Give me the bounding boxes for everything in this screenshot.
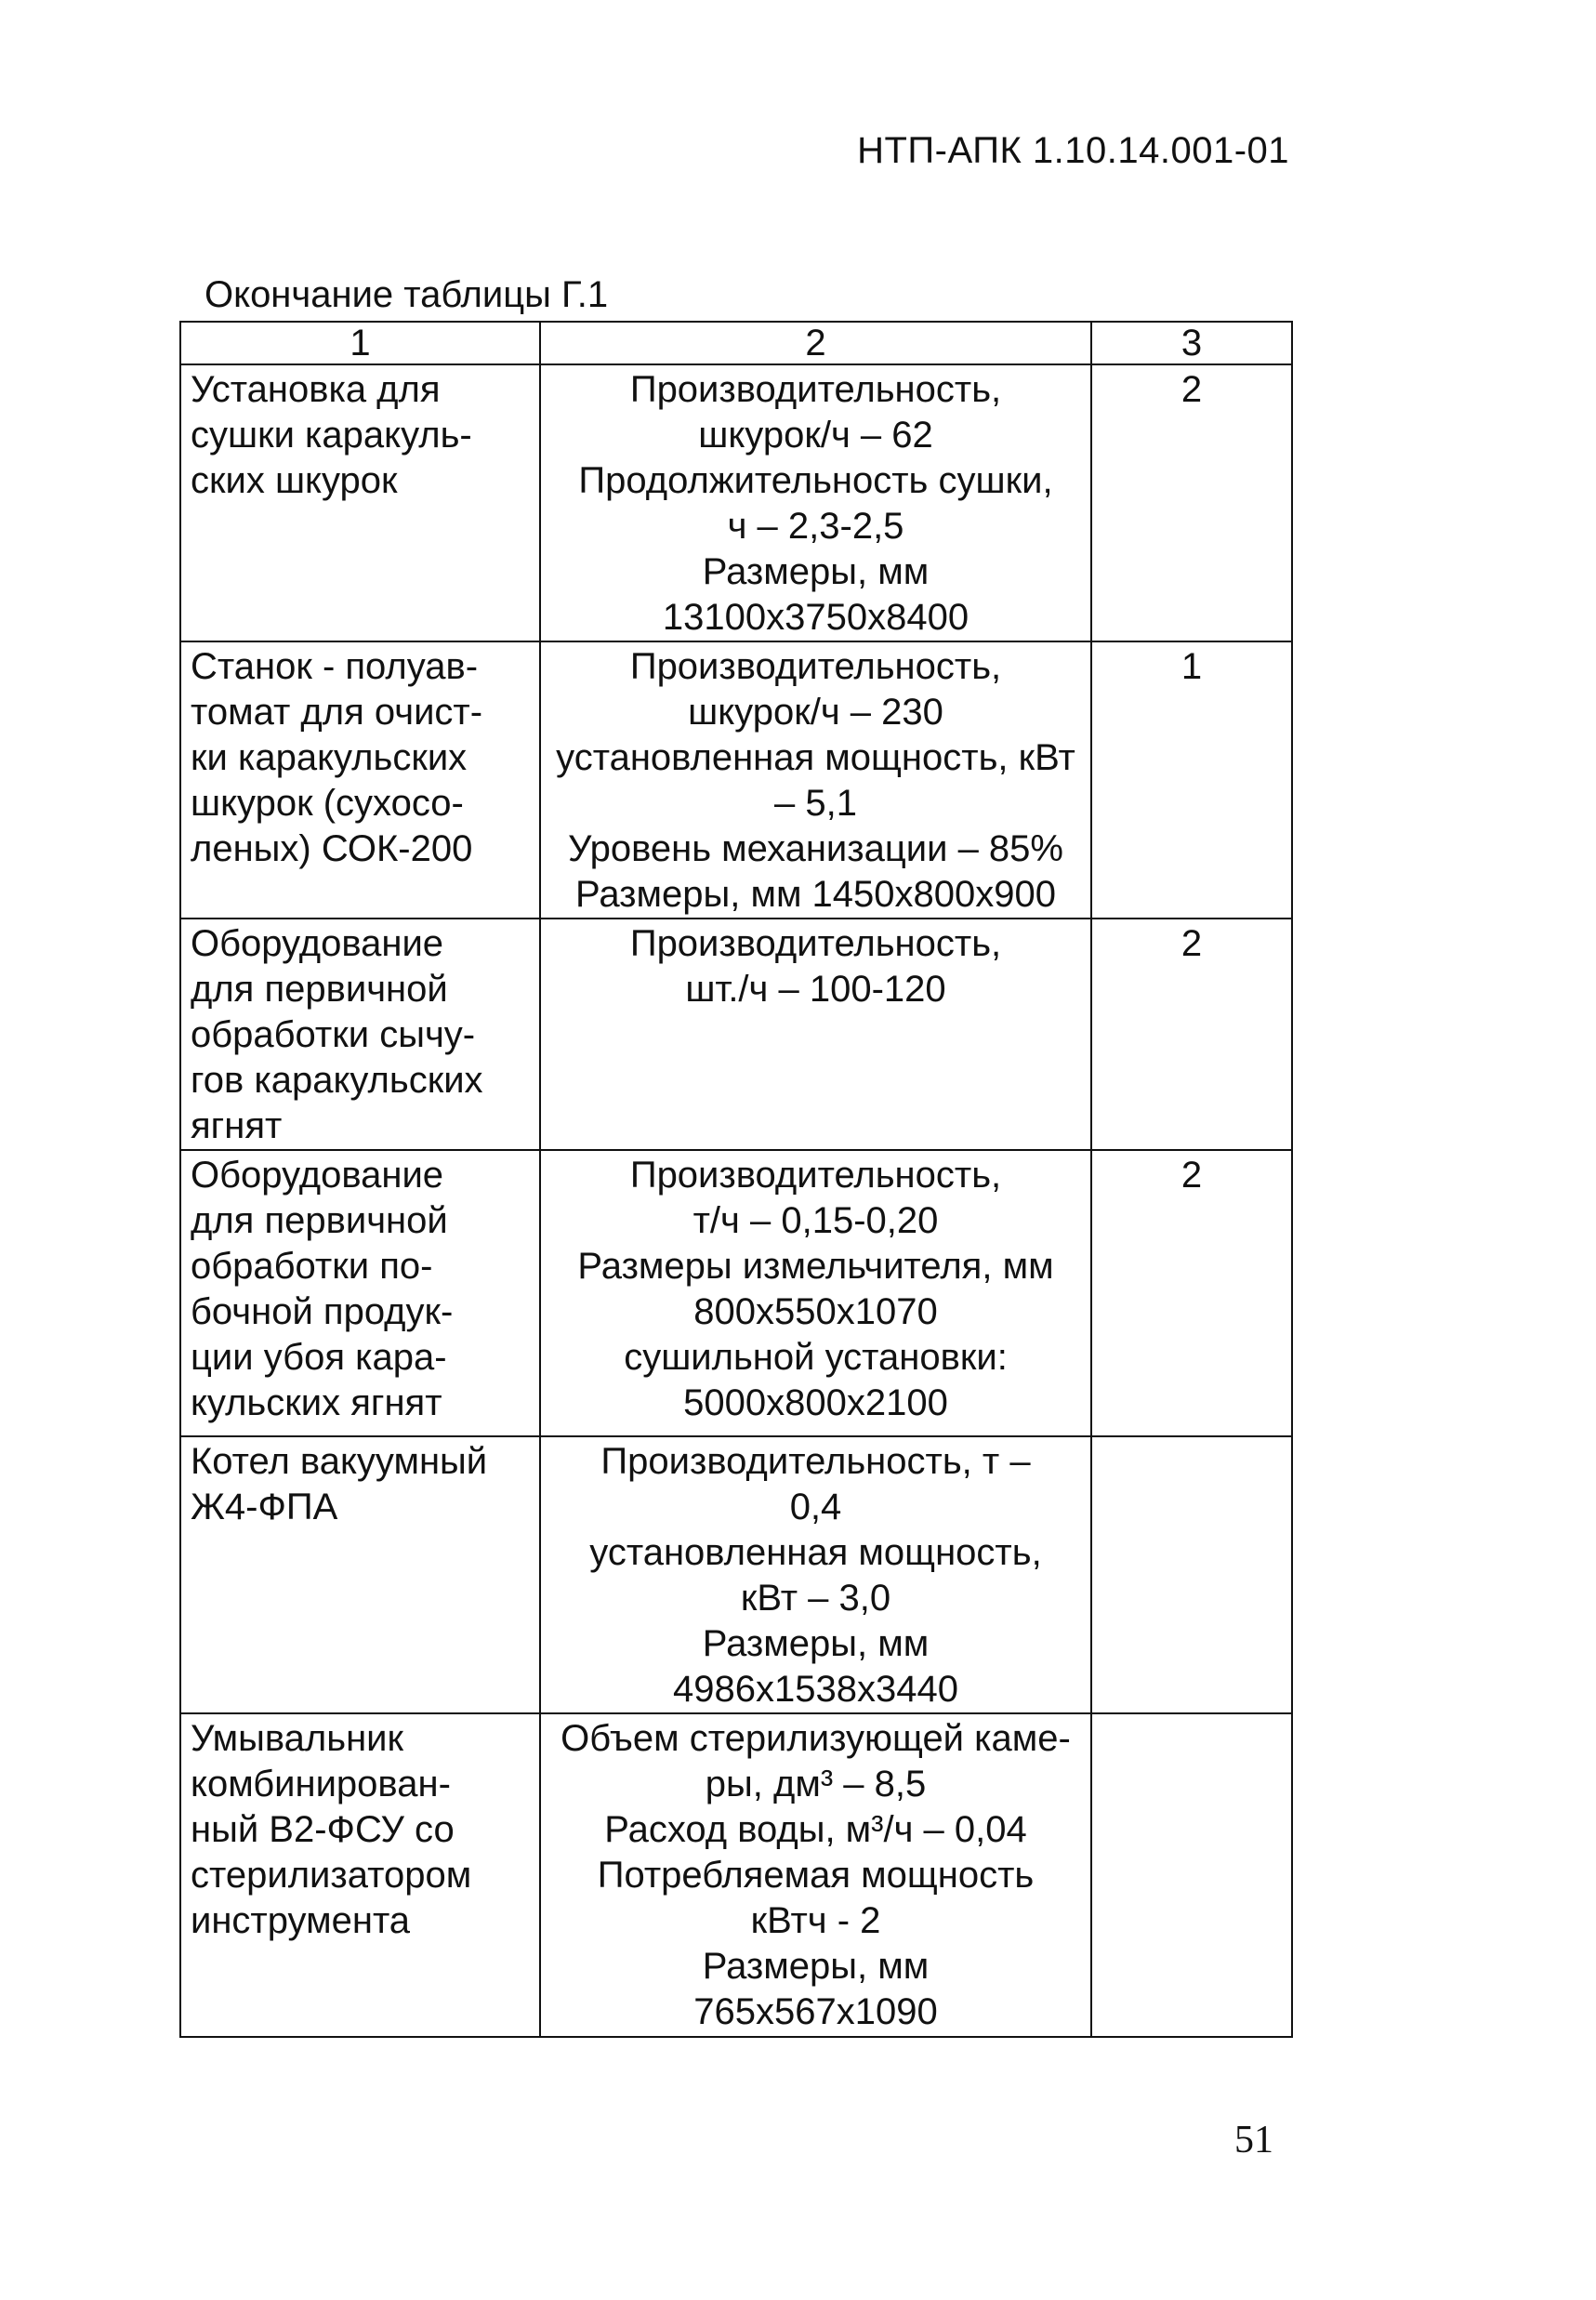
equipment-name-line: для первичной xyxy=(191,969,448,1010)
quantity-cell: 2 xyxy=(1091,364,1292,641)
specification-line: Размеры измельчителя, мм xyxy=(577,1246,1054,1287)
table-row xyxy=(180,1436,1292,1713)
equipment-name-cell xyxy=(180,641,540,919)
column-header-3: 3 xyxy=(1091,322,1292,364)
specification-line: Размеры, мм 1450х800х900 xyxy=(574,874,1057,915)
equipment-name-line: ки каракульских xyxy=(191,737,468,778)
specification-cell xyxy=(540,919,1091,1150)
equipment-name-line: Котел вакуумный xyxy=(191,1441,488,1482)
equipment-name-line: инструмента xyxy=(191,1900,411,1941)
equipment-name-line: обработки сычу- xyxy=(191,1014,476,1055)
specification-line: шкурок/ч – 230 xyxy=(688,692,943,733)
specification-line: т/ч – 0,15-0,20 xyxy=(692,1200,939,1241)
specification-line: кВт – 3,0 xyxy=(740,1578,891,1619)
quantity-cell: 1 xyxy=(1091,641,1292,919)
specification-line: сушильной установки: xyxy=(624,1337,1008,1378)
table-row xyxy=(180,1713,1292,2037)
quantity-cell xyxy=(1091,1436,1292,1713)
quantity-cell xyxy=(1091,1713,1292,2037)
specification-cell xyxy=(540,1150,1091,1436)
specification-line: 800х550х1070 xyxy=(693,1291,938,1332)
specification-line: ры, дм³ – 8,5 xyxy=(705,1764,927,1804)
equipment-name-line: Станок - полуав- xyxy=(191,646,479,687)
specification-line: 765х567х1090 xyxy=(693,1991,938,2032)
specification-line: ч – 2,3-2,5 xyxy=(727,506,904,547)
equipment-name-line: Оборудование xyxy=(191,923,444,964)
quantity-cell: 2 xyxy=(1091,919,1292,1150)
equipment-name-line: Установка для xyxy=(191,369,441,410)
specification-line: Объем стерилизующей каме- xyxy=(561,1718,1071,1759)
specification-line: установленная мощность, xyxy=(589,1532,1042,1573)
quantity-cell: 2 xyxy=(1091,1150,1292,1436)
specification-line: – 5,1 xyxy=(774,783,857,824)
specification-line: Расход воды, м³/ч – 0,04 xyxy=(604,1809,1027,1850)
specification-line: 13100х3750х8400 xyxy=(662,597,969,638)
equipment-name-line: ягнят xyxy=(191,1105,283,1146)
specification-line: 5000х800х2100 xyxy=(683,1382,948,1423)
equipment-name-line: кульских ягнят xyxy=(191,1382,442,1423)
equipment-name-line: ции убоя кара- xyxy=(191,1337,447,1378)
specification-cell xyxy=(540,641,1091,919)
equipment-name-cell xyxy=(180,919,540,1150)
specification-line: Уровень механизации – 85% xyxy=(567,828,1063,869)
equipment-name-line: Умывальник xyxy=(191,1718,404,1759)
table-row xyxy=(180,1150,1292,1436)
table-row xyxy=(180,641,1292,919)
equipment-name-cell xyxy=(180,1150,540,1436)
equipment-name-cell xyxy=(180,364,540,641)
specification-cell xyxy=(540,1713,1091,2037)
specification-line: Размеры, мм xyxy=(702,1623,930,1664)
specification-line: Производительность, xyxy=(629,1155,1002,1196)
specification-line: установленная мощность, кВт xyxy=(556,737,1075,778)
equipment-name-line: стерилизатором xyxy=(191,1855,472,1896)
specification-line: Продолжительность сушки, xyxy=(578,460,1053,501)
equipment-name-line: для первичной xyxy=(191,1200,448,1241)
equipment-name-cell xyxy=(180,1713,540,2037)
table-caption: Окончание таблицы Г.1 xyxy=(204,274,609,315)
equipment-name-line: гов каракульских xyxy=(191,1060,483,1101)
document-code: НТП-АПК 1.10.14.001-01 xyxy=(857,130,1289,171)
specification-line: Потребляемая мощность xyxy=(597,1855,1035,1896)
specification-line: 4986х1538х3440 xyxy=(673,1669,958,1710)
column-header-1: 1 xyxy=(180,322,540,364)
table-body xyxy=(180,364,1292,2037)
equipment-name-line: ный В2-ФСУ со xyxy=(191,1809,455,1850)
specification-line: Размеры, мм xyxy=(702,1946,930,1987)
specification-line: Производительность, т – xyxy=(600,1441,1031,1482)
equipment-name-line: шкурок (сухосо- xyxy=(191,783,464,824)
specification-line: 0,4 xyxy=(789,1487,842,1527)
equipment-name-line: сушки каракуль- xyxy=(191,415,472,456)
column-header-2: 2 xyxy=(540,322,1091,364)
specification-line: Производительность, xyxy=(629,646,1002,687)
specification-cell xyxy=(540,364,1091,641)
table-row xyxy=(180,364,1292,641)
equipment-name-line: бочной продук- xyxy=(191,1291,454,1332)
specification-line: кВтч - 2 xyxy=(750,1900,881,1941)
specification-line: шт./ч – 100-120 xyxy=(685,969,946,1010)
equipment-name-line: Ж4-ФПА xyxy=(191,1487,338,1527)
table-header-row xyxy=(180,322,1292,364)
equipment-name-line: комбинирован- xyxy=(191,1764,451,1804)
table-row xyxy=(180,919,1292,1150)
equipment-name-line: леных) СОК-200 xyxy=(191,828,473,869)
specification-line: Размеры, мм xyxy=(702,551,930,592)
specification-line: шкурок/ч – 62 xyxy=(698,415,933,456)
specification-cell xyxy=(540,1436,1091,1713)
equipment-table xyxy=(179,321,1293,2038)
page-number: 51 xyxy=(1234,2119,1273,2161)
equipment-name-line: обработки по- xyxy=(191,1246,433,1287)
specification-line: Производительность, xyxy=(629,923,1002,964)
equipment-name-cell xyxy=(180,1436,540,1713)
specification-line: Производительность, xyxy=(629,369,1002,410)
equipment-name-line: томат для очист- xyxy=(191,692,483,733)
equipment-name-line: ских шкурок xyxy=(191,460,398,501)
equipment-name-line: Оборудование xyxy=(191,1155,444,1196)
